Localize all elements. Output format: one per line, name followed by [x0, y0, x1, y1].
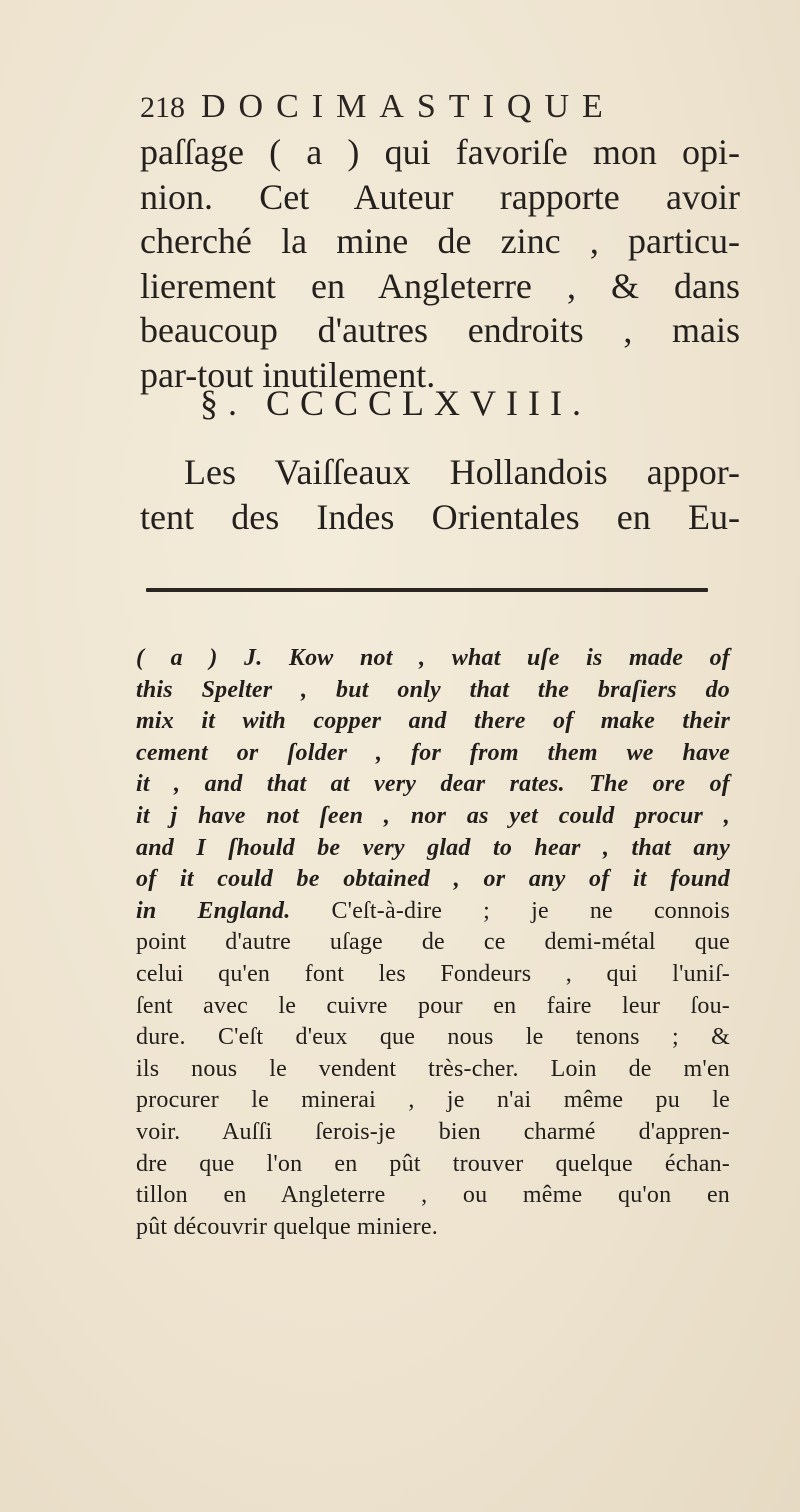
- text-line: cherché la mine de zinc , particu-: [140, 221, 740, 261]
- footnote-roman-fragment: C'eſt-à-dire ; je ne connois: [290, 897, 731, 924]
- footnote-line: tillon en Angleterre , ou même qu'on en: [136, 1182, 730, 1209]
- footnote-line: of it could be obtained , or any of it found: [136, 866, 730, 893]
- footnote-line: and I ſhould be very glad to hear , that any: [136, 834, 730, 861]
- footnote-line-mixed: [136, 896, 730, 928]
- footnote-line: procurer le minerai , je n'ai même pu le: [136, 1087, 730, 1114]
- footnote-line: pût découvrir quelque miniere.: [136, 1213, 438, 1240]
- footnote-line: celui qu'en font les Fondeurs , qui l'uniſ-: [136, 960, 730, 987]
- paragraph-2: [140, 450, 740, 539]
- page-number: 218: [140, 91, 185, 124]
- footnote-line: it , and that at very dear rates. The ore of: [136, 771, 730, 798]
- footnote-line: dre que l'on en pût trouver quelque échan-: [136, 1150, 730, 1177]
- footnote-line: it j have not ſeen , nor as yet could procur ,: [136, 802, 730, 829]
- footnote-line: cement or ſolder , for from them we have: [136, 739, 730, 766]
- text-line: beaucoup d'autres endroits , mais: [140, 310, 740, 350]
- paragraph-1: [140, 130, 740, 397]
- footnote-line: ils nous le vendent très-cher. Loin de m'en: [136, 1055, 730, 1082]
- footnote-line: voir. Auſſi ſerois-je bien charmé d'appren-: [136, 1118, 730, 1145]
- footnote-line: point d'autre uſage de ce demi-métal que: [136, 929, 730, 956]
- text-line: Les Vaiſſeaux Hollandois appor-: [184, 452, 740, 492]
- footnote-line: dure. C'eſt d'eux que nous le tenons ; &: [136, 1024, 730, 1051]
- footnote-divider: [146, 588, 708, 592]
- text-line: lierement en Angleterre , & dans: [140, 265, 740, 306]
- section-heading: §. CCCCLXVIII.: [200, 383, 591, 423]
- footnote-line: this Spelter , but only that the braſiers do: [136, 676, 730, 703]
- footnote-line: ſent avec le cuivre pour en faire leur ſou-: [136, 992, 730, 1019]
- text-line: tent des Indes Orientales en Eu-: [140, 496, 740, 537]
- text-line: par-tout inutilement.: [140, 354, 436, 395]
- text-line: paſſage ( a ) qui favoriſe mon opi-: [140, 132, 740, 172]
- footnote-italic-fragment: in England.: [136, 897, 291, 924]
- running-head: [140, 88, 616, 126]
- running-title: DOCIMASTIQUE: [201, 88, 616, 125]
- footnote-line: ( a ) J. Kow not , what uſe is made of: [136, 645, 730, 671]
- footnote-line: mix it with copper and there of make their: [136, 708, 730, 735]
- footnote: [136, 643, 730, 1243]
- text-line: nion. Cet Auteur rapporte avoir: [140, 176, 740, 217]
